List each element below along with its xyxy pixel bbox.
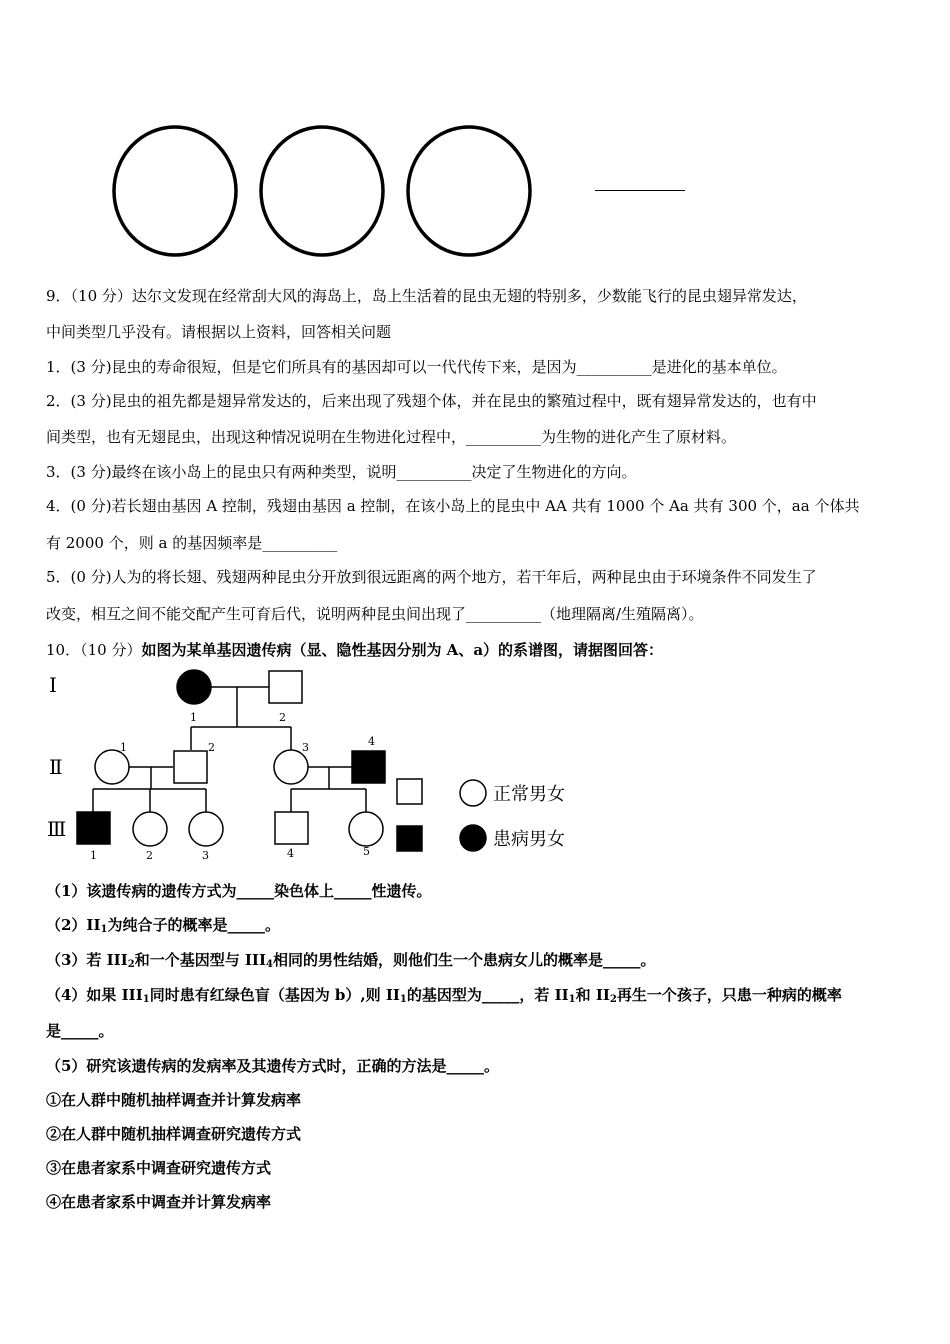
circle-3 — [408, 127, 530, 255]
q10-option-4: ④在患者家系中调查并计算发病率 — [46, 1193, 272, 1211]
q9-sub5-line1: 5．(0 分)人为的将长翅、残翅两种昆虫分开放到很远距离的两个地方，若干年后，两种昆虫由于环境条件不同发生了 — [46, 568, 817, 586]
q10-option-1: ①在人群中随机抽样调查并计算发病率 — [46, 1091, 302, 1109]
q9-sub5-line2: 改变，相互之间不能交配产生可育后代，说明两种昆虫间出现了__________（地理隔离/生殖隔离）。 — [46, 605, 704, 623]
q9-sub4-line1: 4．(0 分)若长翅由基因 A 控制，残翅由基因 a 控制，在该小岛上的昆虫中 AA 共有 1000 个 Aa 共有 300 个，aa 个体共 — [46, 497, 860, 515]
pedigree-chart — [46, 666, 586, 866]
label-II-2: 2 — [208, 741, 215, 754]
q9-intro-line1: 9．（10 分）达尔文发现在经常刮大风的海岛上，岛上生活着的昆虫无翅的特别多，少数能飞行的昆虫翅异常发达， — [46, 287, 807, 305]
gen-label-II: Ⅱ — [49, 755, 63, 779]
label-II-4: 4 — [368, 735, 375, 748]
gen-label-I: Ⅰ — [49, 673, 57, 697]
q9-sub2-line2: 间类型，也有无翅昆虫，出现这种情况说明在生物进化过程中，__________为生物的进化产生了原材料。 — [46, 428, 737, 446]
q10-option-2: ②在人群中随机抽样调查研究遗传方式 — [46, 1125, 302, 1143]
q10-p1: （1）该遗传病的遗传方式为_____染色体上_____性遗传。 — [46, 882, 432, 900]
label-III-3: 3 — [202, 849, 209, 862]
answer-blank-line — [595, 190, 685, 191]
q9-sub3: 3．(3 分)最终在该小岛上的昆虫只有两种类型，说明__________决定了生物进化的方向。 — [46, 463, 637, 481]
q10-p4-line1: （4）如果 $III_1$同时患有红绿色盲（基因为 b）,则 $II_1$的基因型为_____，若 $II_1$和 $II_2$再生一个孩子，只患一种病的概率 — [46, 986, 842, 1005]
q10-header — [46, 640, 663, 660]
individual-III-3-normal-female — [189, 812, 223, 846]
three-circles-figure — [110, 120, 550, 270]
label-III-1: 1 — [90, 849, 97, 862]
legend-male-normal-symbol — [397, 779, 422, 804]
q10-number: 10．（10 分） — [46, 641, 142, 659]
label-II-1: 1 — [120, 741, 127, 754]
legend-male-affected-symbol — [397, 826, 422, 851]
label-III-2: 2 — [146, 849, 153, 862]
q10-p3: （3）若 $III_2$和一个基因型与 $III_4$相同的男性结婚，则他们生一个患病女儿的概率是_____。 — [46, 951, 656, 970]
individual-III-5-normal-female — [349, 812, 383, 846]
circle-2 — [261, 127, 383, 255]
legend-affected-label: 患病男女 — [493, 829, 565, 850]
q9-sub2-line1: 2．(3 分)昆虫的祖先都是翅异常发达的，后来出现了残翅个体，并在昆虫的繁殖过程中，既有翅异常发达的，也有中 — [46, 392, 817, 410]
q10-option-3: ③在患者家系中调查研究遗传方式 — [46, 1159, 272, 1177]
individual-II-2-normal-male — [174, 751, 207, 783]
q9-intro-line2: 中间类型几乎没有。请根据以上资料，回答相关问题 — [46, 323, 392, 341]
individual-III-1-affected-male — [77, 812, 110, 844]
individual-I-2-normal-male — [269, 671, 302, 703]
label-III-5: 5 — [363, 845, 370, 858]
gen-label-III: Ⅲ — [47, 817, 67, 841]
individual-II-1-normal-female — [95, 750, 129, 784]
individual-III-4-normal-male — [275, 812, 308, 844]
individual-III-2-normal-female — [133, 812, 167, 846]
label-I-1: 1 — [190, 711, 197, 724]
q9-sub1: 1．(3 分)昆虫的寿命很短，但是它们所具有的基因却可以一代代传下来，是因为__________是进化的基本单位。 — [46, 358, 787, 376]
q10-p2: $(2)II_1$为纯合子的概率是_____。 — [46, 916, 280, 935]
individual-II-3-normal-female — [274, 750, 308, 784]
individual-I-1-affected-female — [177, 670, 211, 704]
legend-female-normal-symbol — [460, 780, 486, 806]
q10-p5: （5）研究该遗传病的发病率及其遗传方式时，正确的方法是_____。 — [46, 1057, 499, 1075]
q9-sub4-line2: 有 2000 个，则 a 的基因频率是__________ — [46, 534, 338, 552]
q10-p4-line2: 是_____。 — [46, 1022, 114, 1040]
legend-female-affected-symbol — [460, 825, 486, 851]
legend-normal-label: 正常男女 — [493, 784, 565, 805]
label-II-3: 3 — [302, 741, 309, 754]
circle-1 — [114, 127, 236, 255]
label-I-2: 2 — [279, 711, 286, 724]
individual-II-4-affected-male — [352, 751, 385, 783]
label-III-4: 4 — [287, 847, 294, 860]
q10-title: 如图为某单基因遗传病（显、隐性基因分别为 A、a）的系谱图，请据图回答： — [141, 641, 664, 659]
